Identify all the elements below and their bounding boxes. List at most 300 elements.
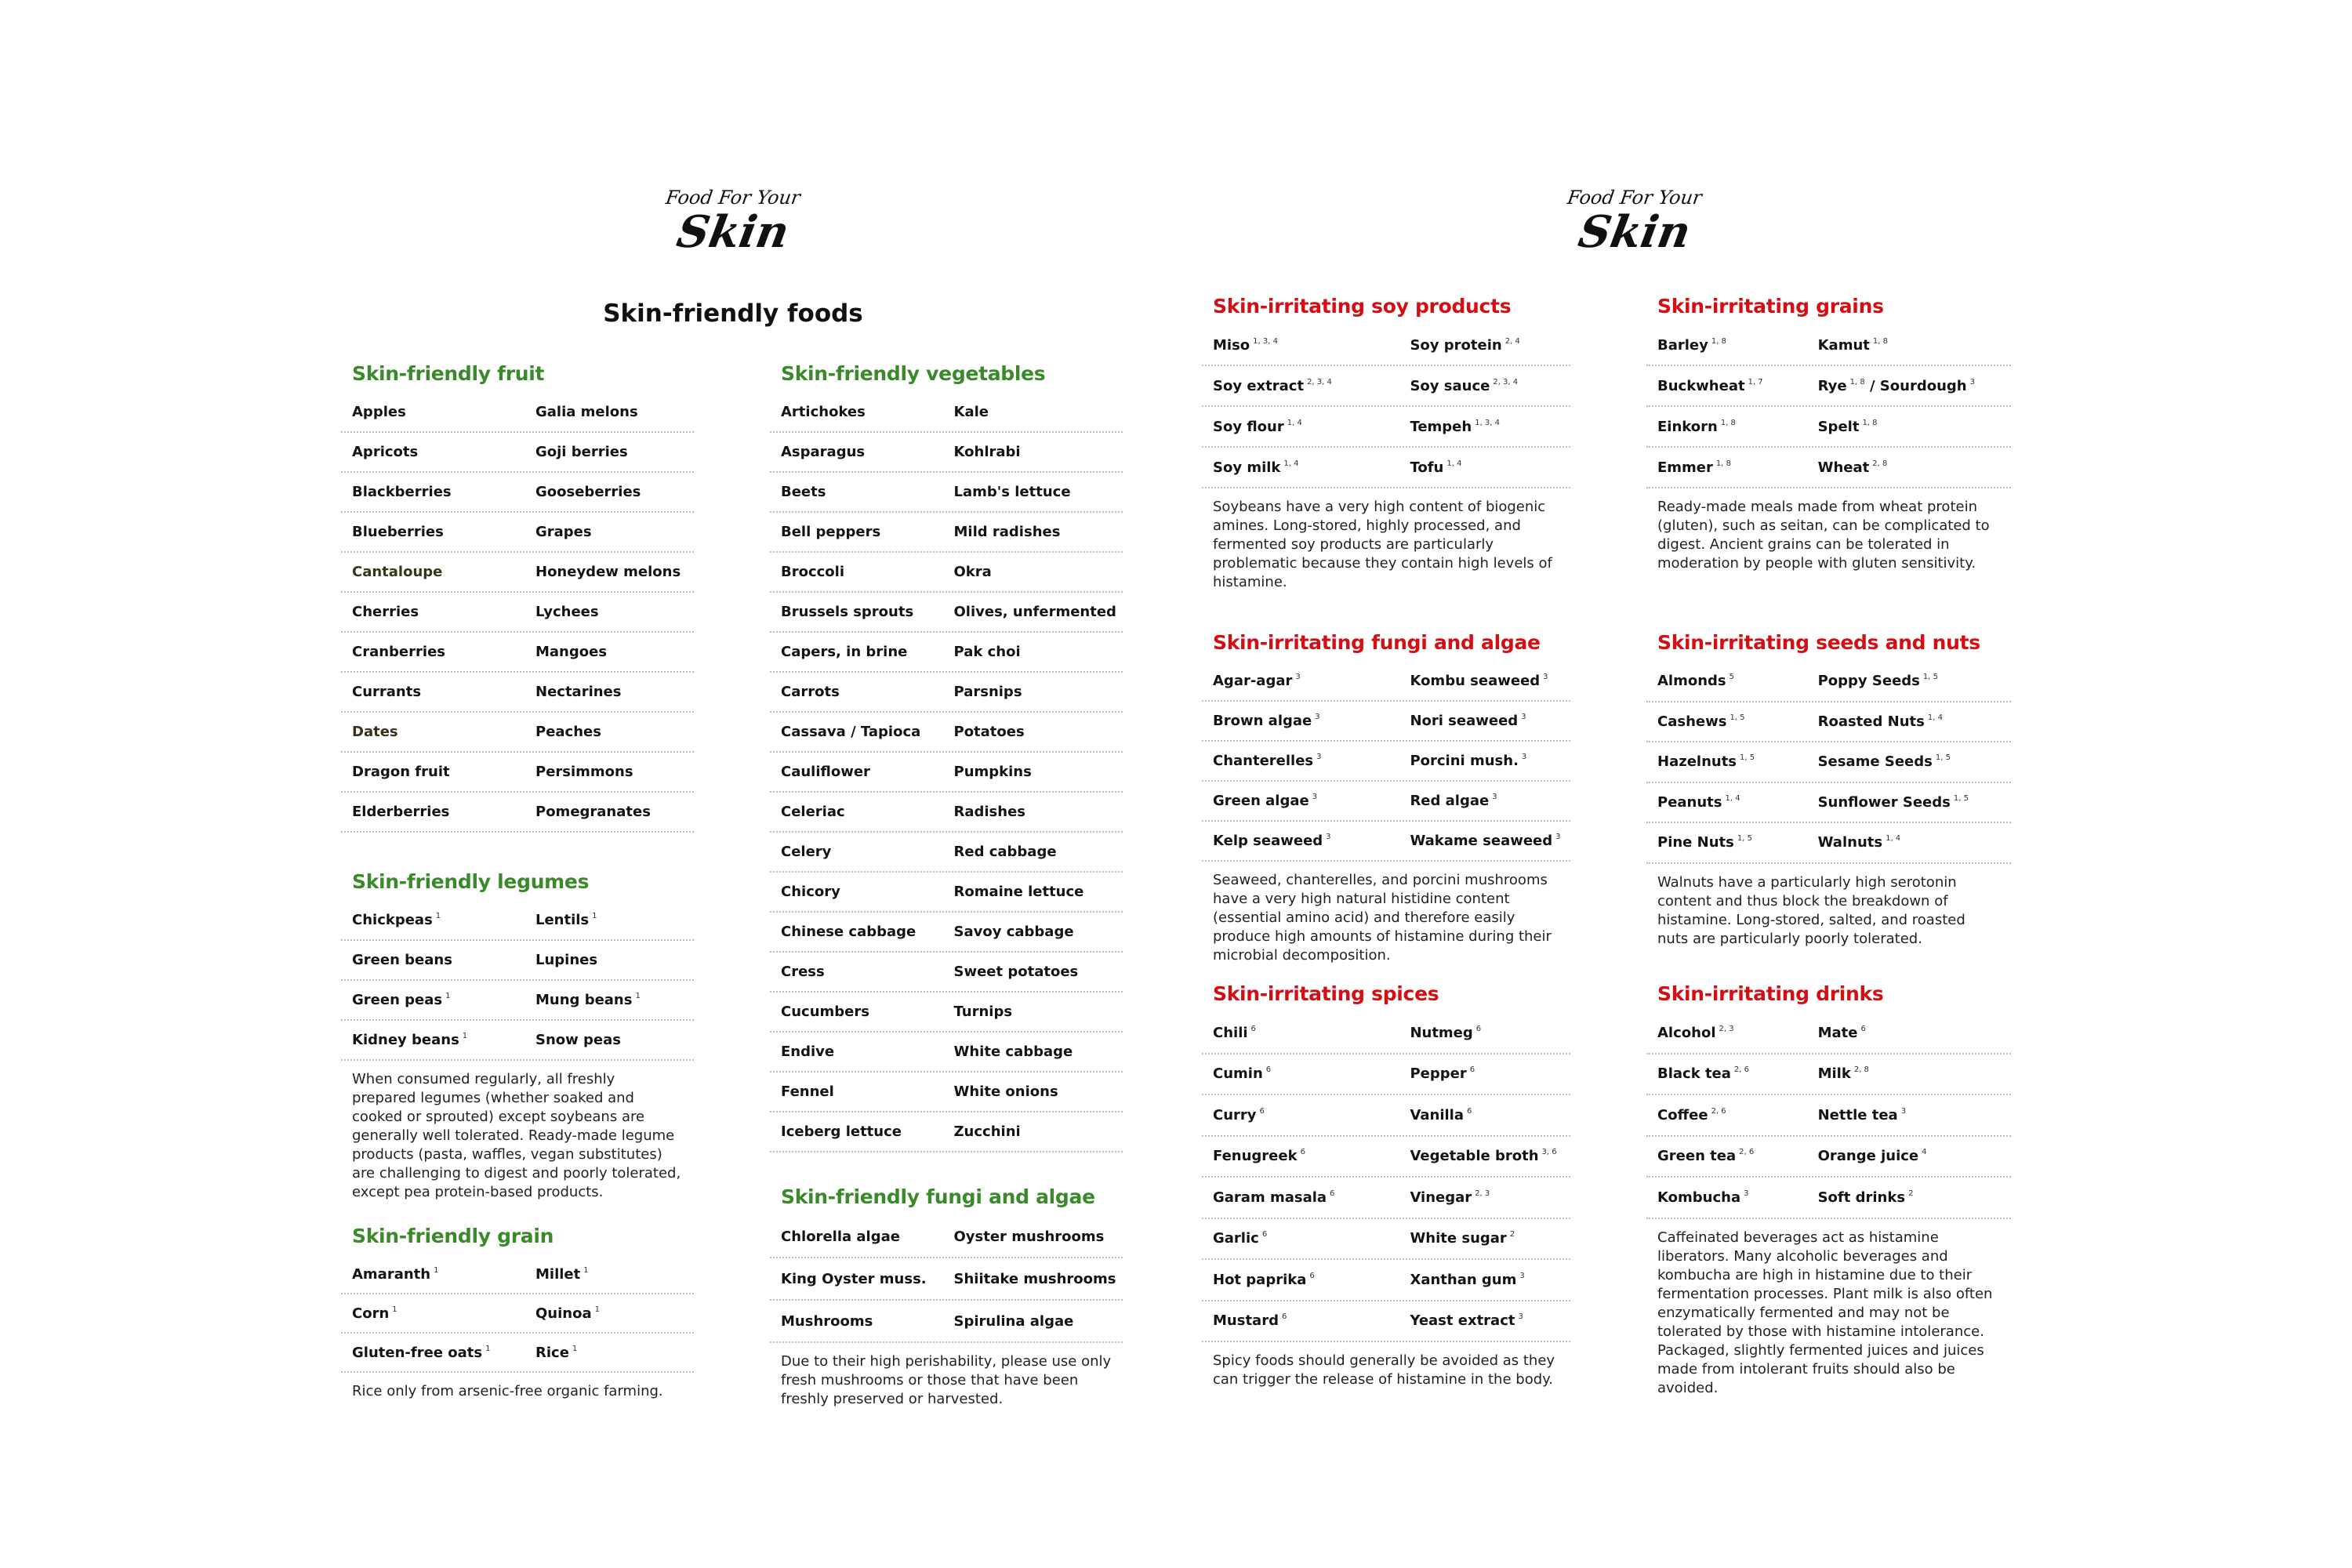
food-item-white-onions: White onions (953, 1083, 1058, 1100)
table-row (770, 473, 1123, 513)
food-name: Yeast extract (1410, 1312, 1515, 1330)
logo-line2: Skin (673, 206, 793, 258)
footnote-ref: 1, 8 (1849, 377, 1865, 387)
food-name: Kombucha (1657, 1189, 1741, 1206)
food-name: Snow peas (535, 1032, 621, 1048)
food-item-spelt (1807, 419, 2011, 435)
food-name: Nutmeg (1410, 1024, 1473, 1041)
food-name: Spelt (1817, 418, 1860, 435)
table-row (770, 433, 1123, 473)
section-heading: Skin-friendly grain (352, 1225, 554, 1247)
food-item-wakame-seaweed (1399, 833, 1570, 849)
food-name: Millet (535, 1265, 581, 1283)
food-item-rye (1807, 378, 2011, 394)
food-item-cantaloupe: Cantaloupe (352, 564, 443, 580)
footnote-ref: 2, 8 (1872, 459, 1888, 468)
food-item-amaranth (341, 1266, 524, 1283)
footnote-ref: 3, 6 (1541, 1148, 1557, 1157)
section-irritating-drinks (1646, 982, 2011, 1398)
section-heading: Skin-friendly fruit (352, 362, 545, 385)
food-item-cranberries: Cranberries (352, 644, 445, 660)
food-item-pomegranates: Pomegranates (535, 804, 651, 820)
food-item-goji-berries: Goji berries (535, 444, 628, 460)
table-row (770, 633, 1123, 673)
food-item-wheat (1807, 459, 2011, 476)
food-name: Curry (1213, 1106, 1257, 1123)
section-note: Soybeans have a very high content of biogenic amines. Long-stored, highly processed, and fermented soy products are particularly problematic because they contain high levels of histamine. (1213, 499, 1552, 590)
footnote-ref: 2, 8 (1853, 1065, 1869, 1075)
food-item-green-algae (1202, 793, 1399, 809)
table-row (341, 753, 694, 793)
food-item-pepper (1399, 1065, 1570, 1082)
footnote-ref: 3 (1521, 713, 1526, 721)
footnote-ref: 1 (583, 1265, 589, 1275)
footnote-ref: 6 (1475, 1024, 1482, 1033)
table-row (770, 953, 1123, 993)
footnote-ref: 1 (392, 1305, 397, 1314)
footnote-ref: 1 (592, 912, 597, 920)
food-name: Red algae (1410, 793, 1490, 809)
food-item-roasted-nuts (1807, 713, 2011, 730)
footnote-ref: 1 (445, 992, 451, 1000)
food-item-romaine-lettuce: Romaine lettuce (953, 884, 1084, 900)
footnote-ref: 2, 3 (1719, 1024, 1734, 1033)
footnote-ref: 3 (1519, 1271, 1525, 1280)
food-item-tempeh (1399, 419, 1570, 435)
footnote-ref: 3 (1295, 673, 1301, 681)
section-heading: Skin-friendly vegetables (781, 362, 1046, 385)
food-name: Cumin (1213, 1065, 1263, 1083)
table-row (1646, 448, 2011, 488)
section-note: Spicy foods should generally be avoided as they can trigger the release of histamine in the body. (1213, 1352, 1555, 1388)
food-item-kohlrabi: Kohlrabi (953, 444, 1021, 460)
footnote-ref: 4 (1922, 1148, 1927, 1157)
food-item-vegetable-broth (1399, 1148, 1570, 1164)
footnote-ref: 1, 4 (1287, 418, 1302, 427)
footnote-ref: 3 (1900, 1106, 1907, 1116)
food-item-almonds (1646, 673, 1807, 689)
footnote-ref: 2, 6 (1711, 1106, 1726, 1116)
food-item-cashews (1646, 713, 1807, 730)
food-item-porcini-mush (1399, 753, 1570, 769)
food-item-carrots: Carrots (781, 684, 840, 700)
table-row (1202, 662, 1570, 702)
food-item-elderberries: Elderberries (352, 804, 450, 820)
footnote-ref: 5 (1729, 673, 1735, 682)
food-item-pine-nuts (1646, 834, 1807, 851)
food-name: Quinoa (535, 1305, 592, 1322)
table-row (1202, 822, 1570, 862)
footnote-ref: 1, 5 (1935, 753, 1951, 763)
food-name: Fenugreek (1213, 1148, 1298, 1165)
table-row (770, 1033, 1123, 1073)
food-name: Garlic (1213, 1230, 1259, 1247)
footnote-ref: 1 (635, 992, 641, 1000)
food-item-nori-seaweed (1399, 713, 1570, 729)
food-item-cucumbers: Cucumbers (781, 1004, 869, 1020)
food-item-soy-milk (1202, 459, 1399, 476)
footnote-ref: 6 (1860, 1024, 1866, 1033)
food-item-cumin (1202, 1065, 1399, 1082)
food-item-soft-drinks (1807, 1189, 2011, 1206)
food-name: Buckwheat (1657, 377, 1745, 394)
table-row (1646, 407, 2011, 448)
section-heading: Skin-irritating drinks (1657, 982, 1884, 1005)
page-title: Skin-friendly foods (603, 299, 863, 328)
food-item-lupines (524, 952, 694, 968)
footnote-ref: 1, 5 (1740, 753, 1755, 763)
table-row (341, 901, 694, 941)
food-item-cauliflower: Cauliflower (781, 764, 870, 780)
table-row (1202, 448, 1570, 488)
food-name: Coffee (1657, 1106, 1708, 1123)
food-name: Green beans (352, 952, 452, 968)
food-name: Sesame Seeds (1817, 753, 1933, 771)
table-row (1646, 1095, 2011, 1137)
food-item-green-peas (341, 992, 524, 1008)
food-name: Miso (1213, 336, 1250, 354)
food-item-persimmons: Persimmons (535, 764, 633, 780)
table-row (341, 1334, 694, 1373)
food-item-xanthan-gum (1399, 1272, 1570, 1288)
food-name: Poppy Seeds (1817, 673, 1920, 690)
table-row (770, 753, 1123, 793)
food-item-artichokes: Artichokes (781, 404, 866, 420)
table-row (341, 1294, 694, 1334)
table-row (341, 393, 694, 433)
food-item-iceberg-lettuce: Iceberg lettuce (781, 1123, 902, 1140)
section-note: Rice only from arsenic-free organic farming. (352, 1383, 663, 1399)
logo-line2: Skin (1574, 206, 1695, 258)
table-row (1646, 325, 2011, 366)
table-row (1646, 783, 2011, 824)
food-item-grapes: Grapes (535, 524, 592, 540)
footnote-ref: 3 (1969, 377, 1975, 387)
food-item-radishes: Radishes (953, 804, 1026, 820)
food-name: Tofu (1410, 459, 1444, 476)
table-row (1202, 702, 1570, 742)
table-row (1202, 1013, 1570, 1054)
footnote-ref: 3 (1315, 713, 1320, 721)
food-item-sweet-potatoes: Sweet potatoes (953, 964, 1079, 980)
table-row (1646, 366, 2011, 407)
food-name: Chili (1213, 1024, 1248, 1041)
food-name: Soft drinks (1817, 1189, 1906, 1206)
table-row (770, 513, 1123, 553)
food-item-milk (1807, 1065, 2011, 1082)
food-item-blackberries: Blackberries (352, 484, 452, 500)
food-item-green-tea (1646, 1148, 1807, 1164)
table-row (1202, 325, 1570, 366)
table-row (341, 593, 694, 633)
footnote-ref: 2, 3, 4 (1493, 377, 1519, 387)
table-row (770, 1258, 1123, 1301)
food-item-poppy-seeds (1807, 673, 2011, 689)
food-item-kale: Kale (953, 404, 989, 420)
food-item-sunflower-seeds (1807, 794, 2011, 811)
food-name: Wakame seaweed (1410, 833, 1553, 849)
logo-line1: Food For Your (1566, 187, 1704, 209)
footnote-ref: 2, 3 (1475, 1189, 1490, 1198)
footnote-ref: 3 (1518, 1312, 1523, 1322)
food-name: Lentils (535, 912, 590, 928)
table-row (341, 673, 694, 713)
section-heading: Skin-friendly legumes (352, 870, 590, 893)
footnote-ref: 1, 4 (1725, 793, 1740, 803)
footnote-ref: 1, 5 (1730, 713, 1745, 722)
food-item-green-beans (341, 952, 524, 968)
footnote-ref: 1 (434, 1265, 439, 1275)
food-name: Corn (352, 1305, 390, 1322)
footnote-ref: 1, 3, 4 (1253, 336, 1278, 346)
food-item-nectarines: Nectarines (535, 684, 622, 700)
food-name: Pepper (1410, 1065, 1467, 1083)
table-row (1646, 823, 2011, 864)
footnote-ref: 1 (435, 912, 441, 920)
food-item-king-oyster-muss: King Oyster muss. (781, 1270, 927, 1287)
food-item-brussels-sprouts: Brussels sprouts (781, 604, 914, 620)
food-name: Green peas (352, 992, 443, 1008)
food-item-curry (1202, 1107, 1399, 1123)
food-name: Hazelnuts (1657, 753, 1737, 771)
footnote-ref: 1, 8 (1715, 459, 1731, 468)
footnote-ref: 1 (594, 1305, 600, 1314)
footnote-ref: 2, 3, 4 (1307, 377, 1332, 387)
food-item-chanterelles (1202, 753, 1399, 769)
food-item-snow-peas (524, 1032, 694, 1048)
food-item-apples: Apples (352, 404, 406, 420)
table-row (1202, 366, 1570, 407)
food-name: Walnuts (1817, 834, 1883, 851)
food-item-alcohol (1646, 1025, 1807, 1041)
footnote-ref: 6 (1300, 1148, 1305, 1157)
table-row (1202, 742, 1570, 782)
food-item-barley (1646, 337, 1807, 354)
food-item-kombu-seaweed (1399, 673, 1570, 689)
food-item-vanilla (1399, 1107, 1570, 1123)
food-name: Soy protein (1410, 336, 1502, 354)
food-name: White sugar (1410, 1230, 1507, 1247)
footnote-ref: 1, 8 (1720, 418, 1736, 427)
food-item-agar-agar (1202, 673, 1399, 689)
table-row (1646, 1054, 2011, 1096)
food-name: Cashews (1657, 713, 1727, 730)
table-row (1646, 1013, 2011, 1054)
food-item-brown-algae (1202, 713, 1399, 729)
food-item-chlorella-algae: Chlorella algae (781, 1228, 900, 1245)
food-name: Kidney beans (352, 1032, 459, 1048)
food-item-pak-choi: Pak choi (953, 644, 1021, 660)
footnote-ref: 3 (1521, 753, 1527, 761)
food-item-mung-beans (524, 992, 694, 1008)
food-name: Chanterelles (1213, 753, 1314, 769)
food-item-mangoes: Mangoes (535, 644, 608, 660)
footnote-ref: 2, 4 (1504, 336, 1520, 346)
food-item-peanuts (1646, 794, 1807, 811)
table-row (341, 473, 694, 513)
logo-line1: Food For Your (664, 187, 802, 209)
food-name: Green algae (1213, 793, 1309, 809)
footnote-ref: 1, 7 (1748, 377, 1763, 387)
food-name: Almonds (1657, 673, 1726, 690)
table-row (1646, 662, 2011, 702)
table-row (770, 1216, 1123, 1258)
food-item-vinegar (1399, 1189, 1570, 1206)
food-item-miso (1202, 337, 1399, 354)
footnote-ref: 6 (1259, 1106, 1265, 1116)
food-item-white-cabbage: White cabbage (953, 1044, 1073, 1060)
food-name: Brown algae (1213, 713, 1312, 729)
food-name: Wheat (1817, 459, 1870, 476)
food-item-olives-unfermented: Olives, unfermented (953, 604, 1116, 620)
food-item-zucchini: Zucchini (953, 1123, 1021, 1140)
footnote-ref: 6 (1261, 1230, 1268, 1240)
section-note: Walnuts have a particularly high serotonin content and thus block the breakdown of histamine. Long-stored, salted, and roasted nuts are particularly poorly tolerated. (1657, 873, 1965, 947)
food-item-garam-masala (1202, 1189, 1399, 1206)
food-name: Vinegar (1410, 1189, 1472, 1206)
food-item-rice (524, 1345, 694, 1361)
food-item-emmer (1646, 459, 1807, 476)
section-heading: Skin-irritating soy products (1213, 295, 1512, 318)
food-item-oyster-mushrooms: Oyster mushrooms (953, 1228, 1105, 1245)
section-heading: Skin-friendly fungi and algae (781, 1185, 1095, 1208)
food-name: Tempeh (1410, 418, 1472, 435)
food-name: Porcini mush. (1410, 753, 1519, 769)
table-row (770, 1073, 1123, 1112)
section-heading: Skin-irritating spices (1213, 982, 1439, 1005)
food-item-pumpkins: Pumpkins (953, 764, 1032, 780)
food-item-spirulina-algae: Spirulina algae (953, 1312, 1074, 1330)
food-name: Black tea (1657, 1065, 1731, 1083)
table-row (770, 593, 1123, 633)
food-item-galia-melons: Galia melons (535, 404, 638, 420)
food-item-yeast-extract (1399, 1312, 1570, 1329)
table-row (1646, 1137, 2011, 1178)
table-row (1202, 407, 1570, 448)
footnote-ref: 1, 4 (1446, 459, 1462, 468)
food-item-corn (341, 1305, 524, 1322)
section-heading: Skin-irritating grains (1657, 295, 1884, 318)
food-item-kelp-seaweed (1202, 833, 1399, 849)
food-item-peaches: Peaches (535, 724, 601, 740)
table-row (341, 981, 694, 1021)
table-row (1202, 782, 1570, 822)
section-irritating-grains (1646, 295, 2011, 573)
section-note: Caffeinated beverages act as histamine liberators. Many alcoholic beverages and kombucha are high in histamine due to their fermentation processes. Plant milk is also often enzymatically fermented and may not be tolerated by those with histamine intolerance. Packaged, slightly fermented juices and juices made from intolerant fruits should also be avoided. (1657, 1229, 1993, 1396)
footnote-ref: 3 (1312, 793, 1318, 801)
table-row (770, 833, 1123, 873)
food-item-kombucha (1646, 1189, 1807, 1206)
food-name: Hot paprika (1213, 1271, 1307, 1288)
section-friendly-legumes (341, 870, 694, 1202)
food-item-bell-peppers: Bell peppers (781, 524, 881, 540)
food-item-mild-radishes: Mild radishes (953, 524, 1061, 540)
food-item-parsnips: Parsnips (953, 684, 1022, 700)
food-item-lentils (524, 912, 694, 928)
footnote-ref: 2, 6 (1739, 1148, 1755, 1157)
food-item-kidney-beans (341, 1032, 524, 1048)
food-item-fenugreek (1202, 1148, 1399, 1164)
food-item-soy-protein (1399, 337, 1570, 354)
footnote-ref: 3 (1543, 673, 1548, 681)
food-name: Soy milk (1213, 459, 1281, 476)
food-item-endive: Endive (781, 1044, 835, 1060)
food-item-einkorn (1646, 419, 1807, 435)
table-row (341, 633, 694, 673)
food-item-coffee (1646, 1107, 1807, 1123)
logo-page1 (655, 187, 811, 256)
food-item-mushrooms: Mushrooms (781, 1312, 873, 1330)
section-note: Due to their high perishability, please use only fresh mushrooms or those that have been freshly preserved or harvested. (781, 1353, 1112, 1407)
food-item-nutmeg (1399, 1025, 1570, 1041)
food-item-quinoa (524, 1305, 694, 1322)
food-item-nettle-tea (1807, 1107, 2011, 1123)
food-item-honeydew-melons: Honeydew melons (535, 564, 681, 580)
food-item-dates: Dates (352, 724, 398, 740)
footnote-ref: 1, 8 (1862, 418, 1878, 427)
footnote-ref: 6 (1250, 1024, 1256, 1033)
table-row (1202, 1054, 1570, 1096)
food-name: Emmer (1657, 459, 1713, 476)
section-heading: Skin-irritating fungi and algae (1213, 631, 1541, 654)
food-item-cherries: Cherries (352, 604, 419, 620)
food-name: Peanuts (1657, 793, 1722, 811)
food-item-gluten-free-oats (341, 1345, 524, 1361)
food-item-turnips: Turnips (953, 1004, 1013, 1020)
section-friendly-grain (341, 1225, 694, 1401)
footnote-ref: 1 (572, 1344, 578, 1353)
table-row (1202, 1095, 1570, 1137)
food-name: Gluten-free oats (352, 1344, 483, 1361)
food-name: Soy sauce (1410, 377, 1490, 394)
section-friendly-fungi (770, 1185, 1123, 1409)
food-item-broccoli: Broccoli (781, 564, 845, 580)
footnote-ref: 1, 5 (1922, 673, 1938, 682)
food-name: Soy extract (1213, 377, 1305, 394)
food-item-currants: Currants (352, 684, 422, 700)
food-item-cress: Cress (781, 964, 825, 980)
food-item-lamb-s-lettuce: Lamb's lettuce (953, 484, 1071, 500)
footnote-ref: 6 (1469, 1065, 1475, 1075)
table-row (1646, 1178, 2011, 1219)
footnote-ref: 3 (1492, 793, 1497, 801)
food-name: Chickpeas (352, 912, 433, 928)
footnote-ref: 6 (1467, 1106, 1472, 1116)
table-row (1646, 742, 2011, 783)
food-name: Milk (1817, 1065, 1851, 1083)
food-item-chili (1202, 1025, 1399, 1041)
footnote-ref: 2 (1908, 1189, 1914, 1198)
food-item-white-sugar (1399, 1230, 1570, 1247)
table-row (1646, 702, 2011, 743)
food-item-fennel: Fennel (781, 1083, 834, 1100)
food-item-sesame-seeds (1807, 753, 2011, 770)
food-name: Green tea (1657, 1148, 1737, 1165)
table-row (770, 993, 1123, 1033)
food-item-dragon-fruit: Dragon fruit (352, 764, 450, 780)
food-item-celery: Celery (781, 844, 832, 860)
food-name: Lupines (535, 952, 598, 968)
food-name: Nettle tea (1817, 1106, 1898, 1123)
table-row (770, 393, 1123, 433)
table-row (770, 1112, 1123, 1152)
food-name-alt: / Sourdough (1869, 377, 1967, 394)
table-row (341, 513, 694, 553)
food-item-tofu (1399, 459, 1570, 476)
food-name: Mate (1817, 1024, 1858, 1041)
table-row (770, 713, 1123, 753)
food-name: Vegetable broth (1410, 1148, 1539, 1165)
